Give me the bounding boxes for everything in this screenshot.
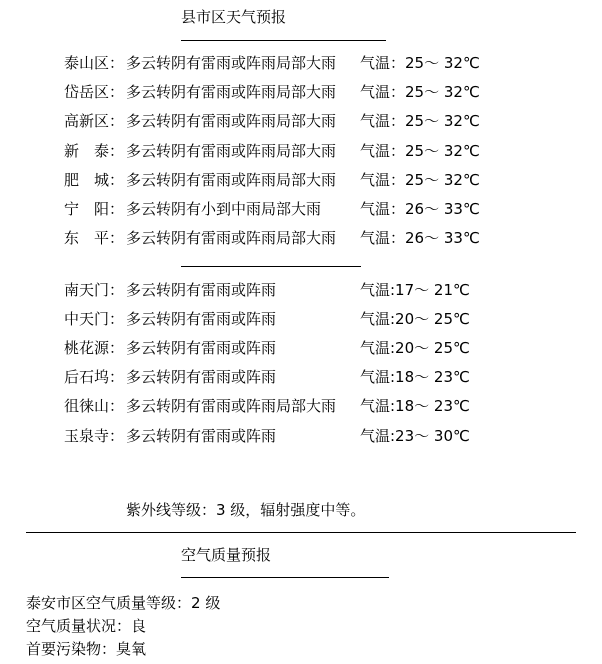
county-temperature: 气温：25～ 32℃ <box>360 142 480 160</box>
spot-temperature: 气温:17～ 21℃ <box>360 281 470 299</box>
county-weather: 多云转阴有雷雨或阵雨局部大雨 <box>126 229 337 247</box>
county-temperature: 气温：26～ 33℃ <box>360 229 480 247</box>
county-temperature: 气温：25～ 32℃ <box>360 54 480 72</box>
county-temperature: 气温：25～ 32℃ <box>360 83 480 101</box>
county-row <box>0 53 602 73</box>
county-name: 泰山区： <box>64 54 125 72</box>
air-quality-level: 泰安市区空气质量等级：2 级 <box>26 594 221 612</box>
air-quality-status: 空气质量状况：良 <box>26 617 147 635</box>
county-name: 新 泰： <box>64 142 125 160</box>
county-name: 东 平： <box>64 229 125 247</box>
county-row <box>0 228 602 248</box>
county-temperature: 气温：25～ 32℃ <box>360 171 480 189</box>
county-weather: 多云转阴有雷雨或阵雨局部大雨 <box>126 142 337 160</box>
spot-name: 桃花源： <box>64 339 125 357</box>
county-row <box>0 141 602 161</box>
section-divider <box>181 266 361 267</box>
spot-temperature: 气温:20～ 25℃ <box>360 339 470 357</box>
county-name: 高新区： <box>64 112 125 130</box>
county-weather: 多云转阴有小到中雨局部大雨 <box>126 200 322 218</box>
spot-weather: 多云转阴有雷雨或阵雨 <box>126 281 277 299</box>
spot-temperature: 气温:23～ 30℃ <box>360 427 470 445</box>
county-row <box>0 111 602 131</box>
mountain-row <box>0 338 602 358</box>
mountain-row <box>0 309 602 329</box>
county-weather: 多云转阴有雷雨或阵雨局部大雨 <box>126 112 337 130</box>
mountain-row <box>0 426 602 446</box>
spot-temperature: 气温:20～ 25℃ <box>360 310 470 328</box>
spot-temperature: 气温:18～ 23℃ <box>360 368 470 386</box>
spot-weather: 多云转阴有雷雨或阵雨 <box>126 368 277 386</box>
full-width-divider <box>26 532 576 533</box>
primary-pollutant: 首要污染物：臭氧 <box>26 640 147 658</box>
county-name: 岱岳区： <box>64 83 125 101</box>
county-weather: 多云转阴有雷雨或阵雨局部大雨 <box>126 171 337 189</box>
county-row <box>0 82 602 102</box>
county-forecast-title: 县市区天气预报 <box>181 8 287 26</box>
county-name: 肥 城： <box>64 171 125 189</box>
spot-name: 后石坞： <box>64 368 125 386</box>
mountain-row <box>0 367 602 387</box>
spot-weather: 多云转阴有雷雨或阵雨 <box>126 427 277 445</box>
spot-weather: 多云转阴有雷雨或阵雨 <box>126 339 277 357</box>
county-row <box>0 170 602 190</box>
county-name: 宁 阳： <box>64 200 125 218</box>
spot-name: 南天门： <box>64 281 125 299</box>
spot-name: 中天门： <box>64 310 125 328</box>
county-weather: 多云转阴有雷雨或阵雨局部大雨 <box>126 83 337 101</box>
county-temperature: 气温：26～ 33℃ <box>360 200 480 218</box>
spot-weather: 多云转阴有雷雨或阵雨局部大雨 <box>126 397 337 415</box>
title-underline <box>181 40 386 41</box>
uv-index-text: 紫外线等级：3 级，辐射强度中等。 <box>126 501 366 519</box>
county-temperature: 气温：25～ 32℃ <box>360 112 480 130</box>
mountain-row <box>0 280 602 300</box>
spot-name: 徂徕山： <box>64 397 125 415</box>
spot-temperature: 气温:18～ 23℃ <box>360 397 470 415</box>
air-title-underline <box>181 577 389 578</box>
spot-name: 玉泉寺： <box>64 427 125 445</box>
county-row <box>0 199 602 219</box>
air-quality-title: 空气质量预报 <box>181 546 272 564</box>
county-weather: 多云转阴有雷雨或阵雨局部大雨 <box>126 54 337 72</box>
spot-weather: 多云转阴有雷雨或阵雨 <box>126 310 277 328</box>
mountain-row <box>0 396 602 416</box>
